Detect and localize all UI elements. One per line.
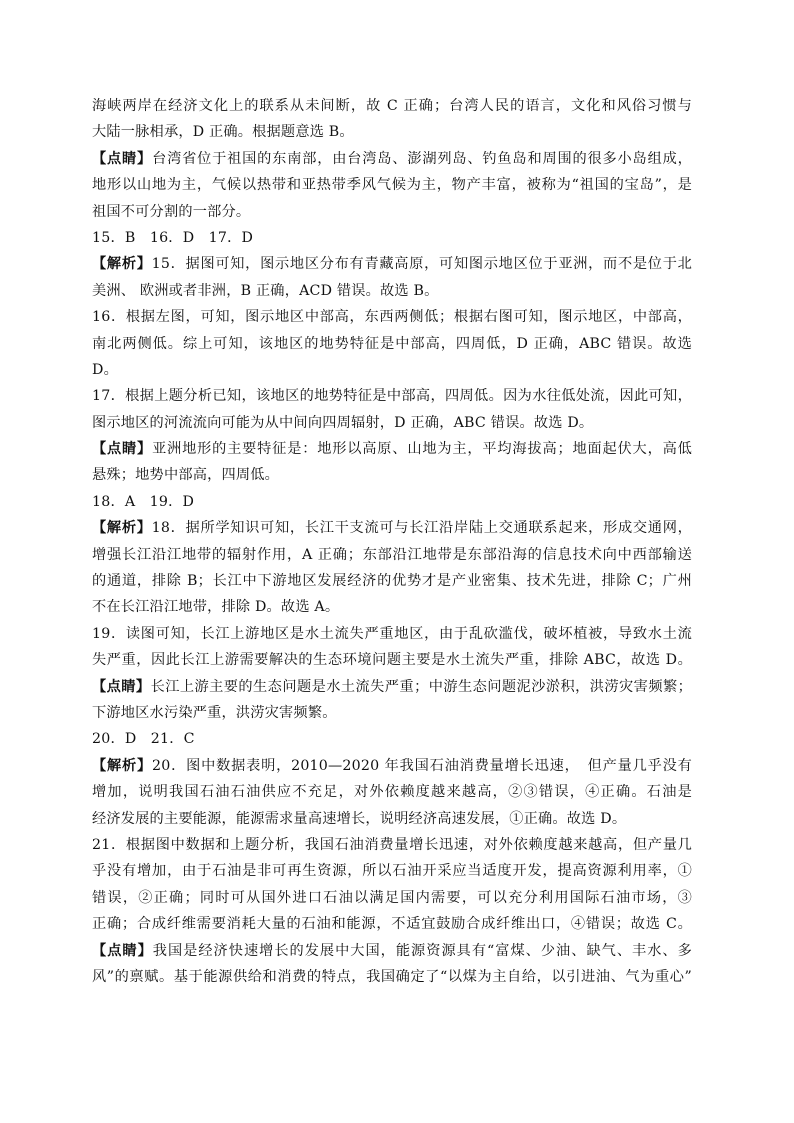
- line-text: 错误，②正确；同时可从国外进口石油以满足国内需要，可以充分利用国际石油市场，③: [92, 889, 692, 906]
- text-line: [92, 304, 692, 330]
- line-text: 19．读图可知，长江上游地区是水土流失严重地区，由于乱砍滥伐，破坏植被，导致水土流: [92, 625, 692, 642]
- text-line: [92, 515, 692, 541]
- section-tag: 【解析】: [92, 256, 152, 273]
- line-text: 正确；合成纤维需要消耗大量的石油和能源，不适宜鼓励合成纤维出口，④错误；故选 C。: [92, 916, 692, 933]
- text-line: [92, 462, 692, 488]
- text-line: [92, 964, 692, 990]
- text-line: [92, 621, 692, 647]
- section-tag: 【点睛】: [92, 942, 153, 959]
- text-line: [92, 542, 692, 568]
- line-text: 乎没有增加，由于石油是非可再生资源，所以石油开采应当适度开发，提高资源利用率，①: [92, 863, 692, 880]
- text-line: [92, 199, 692, 225]
- text-line: [92, 858, 692, 884]
- text-line: [92, 938, 692, 964]
- line-text: 美洲、 欧洲或者非洲，B 正确，ACD 错误。故选 B。: [92, 282, 439, 299]
- line-text: 风”的禀赋。基于能源供给和消费的特点，我国确定了“以煤为主自给，以引进油、气为重心”: [92, 968, 692, 985]
- text-line: [92, 357, 692, 383]
- text-line: [92, 225, 692, 251]
- text-line: [92, 93, 692, 119]
- line-text: 海峡两岸在经济文化上的联系从未间断，故 C 正确；台湾人民的语言，文化和风俗习惯与: [92, 98, 692, 114]
- line-text: 15．B 16．D 17．D: [92, 229, 254, 246]
- text-line: [92, 779, 692, 805]
- line-text: 的通道，排除 B；长江中下游地区发展经济的优势才是产业密集、技术先进，排除 C；广州: [92, 573, 692, 590]
- line-text: 增加，说明我国石油石油供应不充足，对外依赖度越来越高，②③错误，④正确。石油是: [92, 784, 692, 801]
- section-tag: 【解析】: [92, 757, 153, 774]
- text-line: [92, 172, 692, 198]
- text-line: [92, 647, 692, 673]
- line-text: 17．根据上题分析已知，该地区的地势特征是中部高，四周低。因为水往低处流，因此可知，: [92, 388, 692, 405]
- text-line: [92, 753, 692, 779]
- text-line: [92, 700, 692, 726]
- line-text: 悬殊；地势中部高，四周低。: [92, 467, 280, 484]
- text-line: [92, 885, 692, 911]
- section-tag: 【解析】: [92, 520, 152, 537]
- line-text: 图示地区的河流流向可能为从中间向四周辐射，D 正确，ABC 错误。故选 D。: [92, 414, 594, 431]
- section-tag: 【点睛】: [92, 150, 153, 167]
- line-text: 祖国不可分割的一部分。: [92, 203, 251, 220]
- line-text: 长江上游主要的生态问题是水土流失严重；中游生态问题泥沙淤积，洪涝灾害频繁；: [150, 678, 692, 695]
- line-text: 台湾省位于祖国的东南部，由台湾岛、澎湖列岛、钓鱼岛和周围的很多小岛组成，: [152, 150, 692, 167]
- line-text: 21．根据图中数据和上题分析，我国石油消费量增长迅速，对外依赖度越来越高，但产量几: [92, 836, 692, 853]
- line-text: 16．根据左图，可知，图示地区中部高，东西两侧低；根据右图可知，图示地区，中部高，: [92, 309, 692, 326]
- line-text: 南北两侧低。综上可知，该地区的地势特征是中部高，四周低，D 正确，ABC 错误。故选: [92, 335, 692, 352]
- line-text: 亚洲地形的主要特征是：地形以高原、山地为主，平均海拔高；地面起伏大，高低: [152, 441, 692, 458]
- text-line: [92, 331, 692, 357]
- text-line: [92, 278, 692, 304]
- line-text: 18．据所学知识可知，长江干支流可与长江沿岸陆上交通联系起来，形成交通网，: [151, 520, 692, 537]
- text-line: [92, 146, 692, 172]
- text-line: [92, 383, 692, 409]
- text-line: [92, 594, 692, 620]
- text-line: [92, 119, 692, 145]
- text-line: [92, 806, 692, 832]
- text-line: [92, 832, 692, 858]
- section-tag: 【点睛】: [92, 441, 153, 458]
- text-line: [92, 436, 692, 462]
- text-line: [92, 726, 692, 752]
- line-text: 不在长江沿江地带，排除 D。故选 A。: [92, 599, 340, 616]
- answer-explanation-text: [92, 93, 692, 990]
- line-text: 经济发展的主要能源，能源需求量高速增长，说明经济高速发展，①正确。故选 D。: [92, 810, 627, 827]
- text-line: [92, 251, 692, 277]
- line-text: 15．据图可知，图示地区分布有青藏高原，可知图示地区位于亚洲，而不是位于北: [151, 256, 692, 273]
- text-line: [92, 911, 692, 937]
- line-text: 地形以山地为主，气候以热带和亚热带季风气候为主，物产丰富，被称为“祖国的宝岛”，是: [92, 177, 692, 194]
- section-tag: 【点睛】: [92, 678, 151, 695]
- line-text: 18．A 19．D: [92, 493, 195, 510]
- text-line: [92, 489, 692, 515]
- text-line: [92, 674, 692, 700]
- text-line: [92, 568, 692, 594]
- line-text: 下游地区水污染严重，洪涝灾害频繁。: [92, 704, 337, 721]
- line-text: D。: [92, 361, 118, 378]
- text-line: [92, 410, 692, 436]
- line-text: 20．图中数据表明，2010—2020 年我国石油消费量增长迅速， 但产量几乎没有: [152, 757, 692, 774]
- line-text: 失严重，因此长江上游需要解决的生态环境问题主要是水土流失严重，排除 ABC，故选 D。: [92, 652, 692, 669]
- line-text: 我国是经济快速增长的发展中大国，能源资源具有“富煤、少油、缺气、丰水、多: [152, 942, 692, 959]
- line-text: 增强长江沿江地带的辐射作用，A 正确；东部沿江地带是东部沿海的信息技术向中西部输送: [92, 546, 692, 563]
- line-text: 20．D 21．C: [92, 731, 195, 748]
- line-text: 大陆一脉相承，D 正确。根据题意选 B。: [92, 124, 354, 141]
